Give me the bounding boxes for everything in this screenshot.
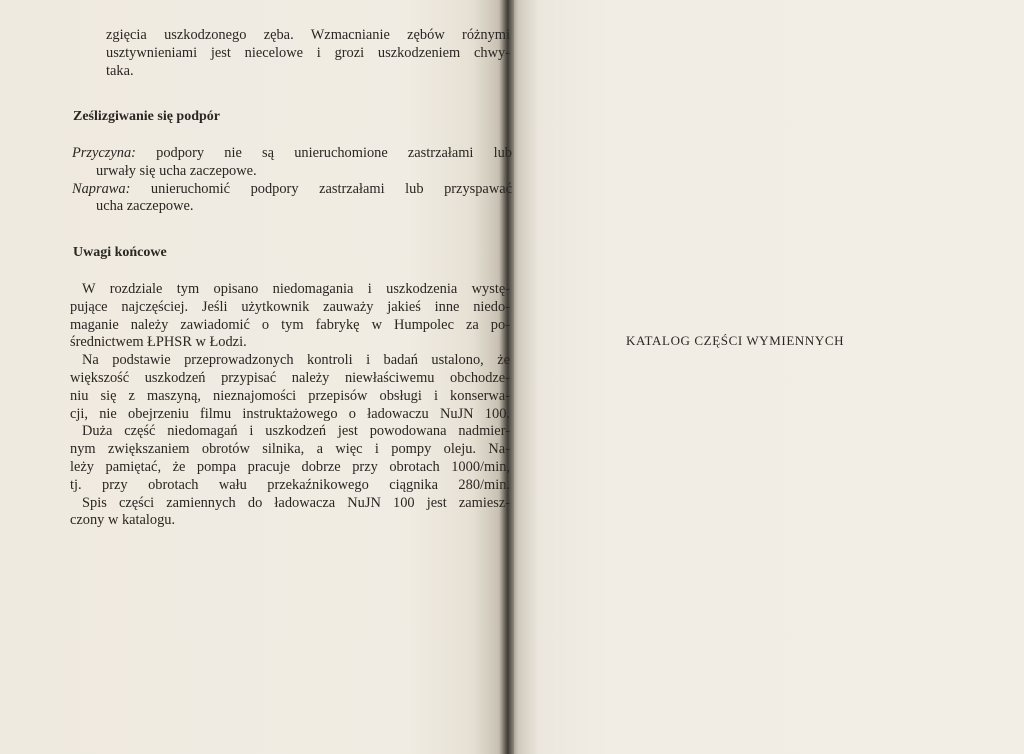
heading-slipping-supports: Ześlizgiwanie się podpór bbox=[73, 109, 221, 124]
section-heading bbox=[73, 109, 513, 125]
right-page bbox=[508, 0, 1024, 754]
text-line: taka. bbox=[106, 62, 134, 79]
cause-line bbox=[72, 145, 512, 163]
intro-paragraph bbox=[70, 27, 510, 80]
cause-label: Przyczyna: bbox=[72, 145, 136, 161]
fix-line bbox=[72, 181, 512, 199]
fix-label: Naprawa: bbox=[72, 180, 131, 197]
text-line: maganie należy zawiadomić o tym fabrykę w Humpolec za po- bbox=[70, 316, 510, 333]
text-line: średnictwem ŁPHSR w Łodzi. bbox=[70, 334, 247, 351]
cause-block bbox=[72, 145, 512, 216]
text-line: Duża część niedomagań i uszkodzeń jest powodowana nadmier- bbox=[82, 423, 510, 440]
text-line: Na podstawie przeprowadzonych kontroli i badań ustalono, że bbox=[82, 352, 510, 369]
text-line: zgięcia uszkodzonego zęba. Wzmacnianie zębów różnymi bbox=[106, 27, 510, 43]
text-line: pujące najczęściej. Jeśli użytkownik zauważy jakieś inne niedo- bbox=[70, 298, 510, 315]
text-line: cji, nie obejrzeniu filmu instruktażowego o ładowaczu NuJN 100. bbox=[70, 405, 510, 422]
text-line: niu się z maszyną, nieznajomości przepisów obsługi i konserwa- bbox=[70, 387, 510, 404]
text-line: usztywnieniami jest niecelowe i grozi uszkodzeniem chwy- bbox=[106, 44, 510, 61]
text-line: nym zwiększaniem obrotów silnika, a więc i pompy oleju. Na- bbox=[70, 441, 510, 458]
fix-line-2: ucha zaczepowe. bbox=[96, 198, 194, 215]
text-line: Spis części zamiennych do ładowacza NuJN 100 jest zamiesz- bbox=[82, 494, 510, 511]
final-remarks-body bbox=[70, 281, 510, 530]
text-line: czony w katalogu. bbox=[70, 512, 176, 529]
section-heading-2 bbox=[73, 245, 513, 261]
text-line: W rozdziale tym opisano niedomagania i uszkodzenia wystę- bbox=[82, 281, 510, 297]
fix-text: unieruchomić podpory zastrzałami lub przyspawać bbox=[150, 180, 512, 197]
text-line: tj. przy obrotach wału przekaźnikowego ciągnika 280/min. bbox=[70, 476, 510, 493]
catalog-title: KATALOG CZĘŚCI WYMIENNYCH bbox=[626, 333, 845, 348]
cause-text: podpory nie są unieruchomione zastrzałami lub bbox=[156, 145, 512, 161]
cause-line-2: urwały się ucha zaczepowe. bbox=[96, 162, 257, 179]
text-line: większość uszkodzeń przypisać należy niewłaściwemu obchodze- bbox=[70, 369, 510, 386]
heading-final-remarks: Uwagi końcowe bbox=[73, 245, 167, 260]
text-line: leży pamiętać, że pompa pracuje dobrze przy obrotach 1000/min, bbox=[70, 458, 510, 475]
